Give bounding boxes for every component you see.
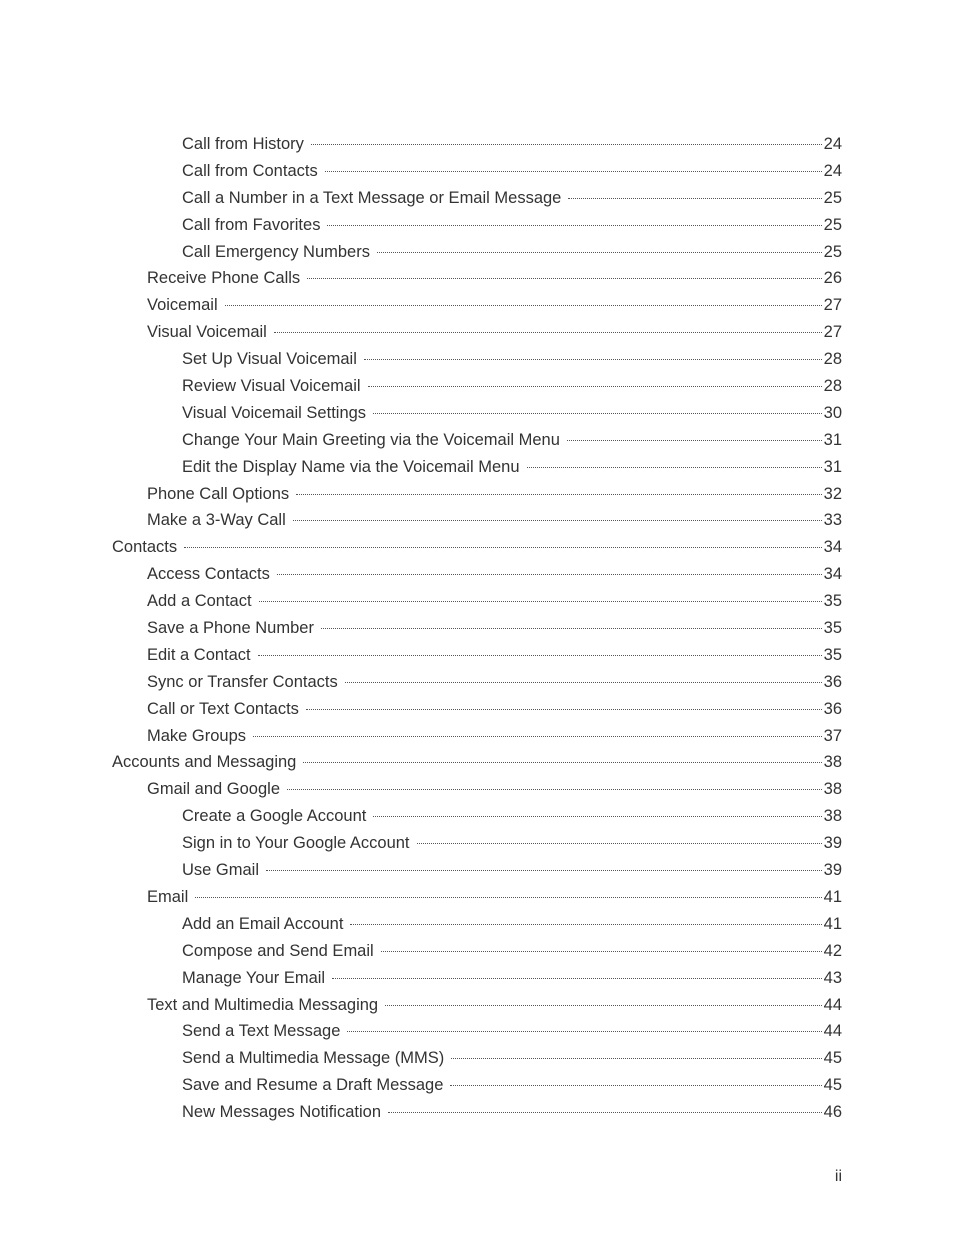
dot-leader <box>259 601 822 602</box>
dot-leader <box>195 897 821 898</box>
toc-entry[interactable] <box>0 373 954 400</box>
dot-leader <box>184 547 822 548</box>
toc-entry-title[interactable]: Call from Contacts <box>182 161 318 180</box>
toc-entry-page[interactable]: 28 <box>823 350 842 369</box>
toc-entry-page[interactable]: 38 <box>823 807 842 826</box>
toc-entry[interactable] <box>0 185 954 212</box>
toc-entry[interactable] <box>0 911 954 938</box>
toc-entry[interactable] <box>0 884 954 911</box>
toc-entry-page[interactable]: 30 <box>823 403 842 422</box>
toc-entry-title[interactable]: Change Your Main Greeting via the Voicemail Menu <box>182 430 560 449</box>
toc-entry[interactable] <box>0 1045 954 1072</box>
dot-leader <box>385 1005 822 1006</box>
toc-entry-title[interactable]: Call a Number in a Text Message or Email Message <box>182 188 562 207</box>
toc-entry-page[interactable]: 38 <box>823 753 842 772</box>
dot-leader <box>381 951 822 952</box>
toc-entry-title[interactable]: Edit a Contact <box>147 645 251 664</box>
toc-entry[interactable] <box>0 212 954 239</box>
toc-entry[interactable] <box>0 669 954 696</box>
toc-entry-page[interactable]: 24 <box>823 161 842 180</box>
toc-entry-page[interactable]: 31 <box>823 457 842 476</box>
toc-entry[interactable] <box>0 830 954 857</box>
dot-leader <box>332 978 822 979</box>
toc-entry-title[interactable]: Add an Email Account <box>182 914 344 933</box>
toc-entry-title[interactable]: Call from History <box>182 135 304 153</box>
toc-entry[interactable] <box>0 346 954 373</box>
toc-entry-page[interactable]: 32 <box>823 484 842 503</box>
toc-entry-page[interactable]: 28 <box>823 377 842 396</box>
toc-entry[interactable] <box>0 965 954 992</box>
toc-entry-page[interactable]: 41 <box>823 887 842 906</box>
toc-entry[interactable] <box>0 696 954 723</box>
toc-entry-title[interactable]: Create a Google Account <box>182 807 367 826</box>
dot-leader <box>345 682 822 683</box>
toc-entry-title[interactable]: Call Emergency Numbers <box>182 242 370 261</box>
toc-entry-page[interactable]: 36 <box>823 699 842 718</box>
toc-entry-title[interactable]: Compose and Send Email <box>182 941 374 960</box>
dot-leader <box>417 843 822 844</box>
toc-entry-title[interactable]: Send a Multimedia Message (MMS) <box>182 1049 445 1068</box>
toc-entry-title[interactable]: Visual Voicemail <box>147 323 267 342</box>
dot-leader <box>266 870 822 871</box>
toc-entry-page[interactable]: 31 <box>823 430 842 449</box>
dot-leader <box>225 305 822 306</box>
toc-entry[interactable] <box>0 992 954 1019</box>
toc-entry[interactable] <box>0 1072 954 1099</box>
toc-entry[interactable] <box>0 938 954 965</box>
toc-entry[interactable] <box>0 319 954 346</box>
toc-entry-title[interactable]: Add a Contact <box>147 592 252 611</box>
toc-entry-page[interactable]: 26 <box>823 269 842 288</box>
toc-entry-page[interactable]: 38 <box>823 780 842 799</box>
dot-leader <box>274 332 822 333</box>
toc-entry-title[interactable]: Phone Call Options <box>147 484 290 503</box>
toc-entry[interactable] <box>0 292 954 319</box>
dot-leader <box>377 252 822 253</box>
toc-entry-title[interactable]: Save and Resume a Draft Message <box>182 1076 444 1095</box>
toc-entry-page[interactable]: 24 <box>823 135 842 153</box>
toc-entry[interactable] <box>0 1099 954 1126</box>
toc-entry-page[interactable]: 27 <box>823 323 842 342</box>
dot-leader <box>388 1112 822 1113</box>
toc-entry-page[interactable]: 35 <box>823 645 842 664</box>
toc-entry[interactable] <box>0 642 954 669</box>
toc-entry[interactable] <box>0 427 954 454</box>
dot-leader <box>306 709 822 710</box>
toc-entry[interactable] <box>0 588 954 615</box>
toc-entry[interactable] <box>0 158 954 185</box>
toc-entry[interactable] <box>0 265 954 292</box>
dot-leader <box>451 1058 821 1059</box>
toc-entry-page[interactable]: 45 <box>823 1076 842 1095</box>
toc-entry-title[interactable]: Access Contacts <box>147 565 270 584</box>
toc-entry-page[interactable]: 36 <box>823 672 842 691</box>
toc-entry-page[interactable]: 39 <box>823 861 842 880</box>
dot-leader <box>303 762 821 763</box>
toc-entry[interactable] <box>0 857 954 884</box>
toc-entry-page[interactable]: 34 <box>823 538 842 557</box>
toc-entry-title[interactable]: Review Visual Voicemail <box>182 377 361 396</box>
toc-entry[interactable] <box>0 507 954 534</box>
dot-leader <box>350 924 821 925</box>
toc-entry[interactable] <box>0 400 954 427</box>
dot-leader <box>568 198 821 199</box>
toc-entry[interactable] <box>0 534 954 561</box>
dot-leader <box>253 736 822 737</box>
toc-entry-title[interactable]: Sign in to Your Google Account <box>182 834 410 853</box>
dot-leader <box>307 278 821 279</box>
toc-entry[interactable] <box>0 803 954 830</box>
toc-entry[interactable] <box>0 481 954 508</box>
toc-entry-title[interactable]: Edit the Display Name via the Voicemail Menu <box>182 457 520 476</box>
toc-entry-page[interactable]: 42 <box>823 941 842 960</box>
dot-leader <box>258 655 822 656</box>
toc-entry-title[interactable]: Sync or Transfer Contacts <box>147 672 338 691</box>
toc-entry-page[interactable]: 44 <box>823 1022 842 1041</box>
dot-leader <box>527 467 822 468</box>
toc-entry[interactable] <box>0 239 954 266</box>
toc-entry-page[interactable]: 46 <box>823 1103 842 1122</box>
dot-leader <box>327 225 821 226</box>
dot-leader <box>325 171 822 172</box>
dot-leader <box>347 1031 821 1032</box>
toc-entry[interactable] <box>0 723 954 750</box>
toc-entry-title[interactable]: Manage Your Email <box>182 968 326 987</box>
toc-entry-page[interactable]: 35 <box>823 619 842 638</box>
toc-entry-page[interactable]: 35 <box>823 592 842 611</box>
toc-entry-page[interactable]: 44 <box>823 995 842 1014</box>
dot-leader <box>311 144 822 145</box>
toc-entry-title[interactable]: Set Up Visual Voicemail <box>182 350 357 369</box>
toc-entry-title[interactable]: Visual Voicemail Settings <box>182 403 367 422</box>
toc-entry-title[interactable]: Call or Text Contacts <box>147 699 299 718</box>
toc-entry[interactable] <box>0 776 954 803</box>
toc-entry-page[interactable]: 34 <box>823 565 842 584</box>
toc-entry[interactable] <box>0 749 954 776</box>
toc-entry-page[interactable]: 39 <box>823 834 842 853</box>
toc-entry-title[interactable]: Call from Favorites <box>182 215 321 234</box>
toc-entry-title[interactable]: Receive Phone Calls <box>147 269 301 288</box>
dot-leader <box>373 413 822 414</box>
toc-entry-page[interactable]: 43 <box>823 968 842 987</box>
toc-entry-title[interactable]: Text and Multimedia Messaging <box>147 995 379 1014</box>
dot-leader <box>368 386 822 387</box>
dot-leader <box>287 789 822 790</box>
table-of-contents <box>0 131 954 1126</box>
toc-entry-title[interactable]: Email <box>147 887 189 906</box>
toc-entry-page[interactable]: 25 <box>823 188 842 207</box>
toc-entry-page[interactable]: 25 <box>823 215 842 234</box>
toc-entry-page[interactable]: 41 <box>823 914 842 933</box>
toc-entry-page[interactable]: 27 <box>823 296 842 315</box>
toc-entry-title[interactable]: Make Groups <box>147 726 247 745</box>
page-number: ii <box>834 1168 842 1185</box>
toc-entry-title[interactable]: Gmail and Google <box>147 780 280 799</box>
toc-entry[interactable] <box>0 454 954 481</box>
toc-entry-title[interactable]: Save a Phone Number <box>147 619 314 638</box>
toc-entry[interactable] <box>0 615 954 642</box>
dot-leader <box>567 440 822 441</box>
toc-entry-title[interactable]: Accounts and Messaging <box>112 753 297 772</box>
toc-entry-title[interactable]: Use Gmail <box>182 861 260 880</box>
toc-entry-title[interactable]: New Messages Notification <box>182 1103 381 1122</box>
toc-entry-title[interactable]: Contacts <box>112 538 178 557</box>
dot-leader <box>364 359 822 360</box>
dot-leader <box>277 574 822 575</box>
toc-entry-page[interactable]: 33 <box>823 511 842 530</box>
dot-leader <box>293 520 822 521</box>
dot-leader <box>373 816 821 817</box>
toc-entry-page[interactable]: 37 <box>823 726 842 745</box>
dot-leader <box>321 628 822 629</box>
toc-entry[interactable] <box>0 1018 954 1045</box>
toc-entry-title[interactable]: Send a Text Message <box>182 1022 341 1041</box>
toc-entry-page[interactable]: 25 <box>823 242 842 261</box>
toc-entry[interactable] <box>0 131 954 158</box>
toc-entry-title[interactable]: Voicemail <box>147 296 218 315</box>
toc-entry-page[interactable]: 45 <box>823 1049 842 1068</box>
toc-entry-title[interactable]: Make a 3-Way Call <box>147 511 286 530</box>
dot-leader <box>296 494 821 495</box>
dot-leader <box>450 1085 821 1086</box>
toc-entry[interactable] <box>0 561 954 588</box>
